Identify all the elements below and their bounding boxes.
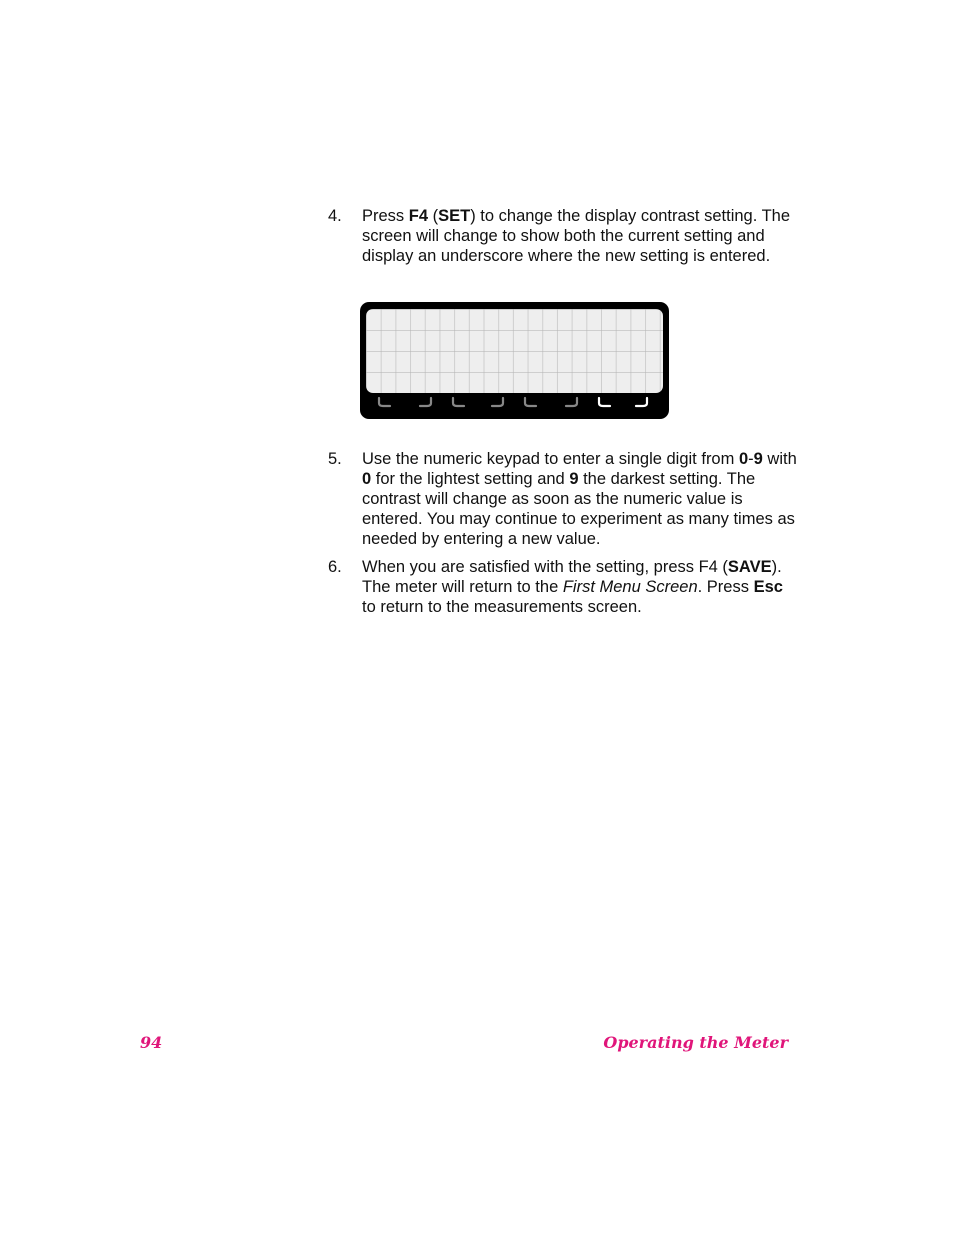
- lcd-display-illustration: [360, 302, 669, 419]
- text-run: with: [762, 450, 797, 468]
- text-run: the darkest setting. The contrast will change as soon as the numeric value is entered. You may continue to experiment as many times as needed by entering a new value.: [362, 470, 795, 548]
- bold-text: SET: [438, 207, 471, 225]
- text-run: . Press: [697, 578, 754, 596]
- step-text: [362, 206, 798, 266]
- soft-key-brackets: [360, 396, 669, 410]
- page-number: 94: [140, 1033, 163, 1052]
- soft-key-bracket-right: [420, 398, 431, 406]
- text-run: ) to change the display contrast setting. The screen will change to show both the current setting and display an underscore where the new setting is entered.: [362, 207, 791, 265]
- step-number: 4.: [328, 207, 342, 225]
- text-run: ). The meter will return to the: [362, 558, 782, 596]
- bold-text: 9: [569, 470, 579, 488]
- italic-text: First Menu Screen: [562, 578, 698, 596]
- step-text: [362, 557, 798, 617]
- soft-key-bracket-left: [599, 398, 610, 406]
- lcd-screen: [366, 309, 663, 393]
- bold-text: 0: [362, 470, 372, 488]
- step-number: 6.: [328, 558, 342, 576]
- step-text: [362, 449, 798, 549]
- bold-text: 9: [753, 450, 763, 468]
- text-run: to return to the measurements screen.: [362, 598, 642, 616]
- soft-key-bracket-left: [525, 398, 536, 406]
- soft-key-bracket-left: [379, 398, 390, 406]
- soft-key-bracket-right: [636, 398, 647, 406]
- step-number: 5.: [328, 450, 342, 468]
- bold-text: Esc: [753, 578, 783, 596]
- text-run: Press: [362, 207, 409, 225]
- text-run: (: [428, 207, 439, 225]
- text-run: for the lightest setting and: [371, 470, 570, 488]
- soft-key-bracket-right: [566, 398, 577, 406]
- text-run: When you are satisfied with the setting, press F4 (: [362, 558, 728, 576]
- bold-text: 0: [738, 450, 749, 468]
- text-run: -: [748, 450, 754, 468]
- soft-key-bracket-right: [492, 398, 503, 406]
- soft-key-bracket-left: [453, 398, 464, 406]
- section-title: Operating the Meter: [603, 1033, 788, 1052]
- text-run: Use the numeric keypad to enter a single digit from: [362, 450, 739, 468]
- bold-text: F4: [408, 207, 429, 225]
- bold-text: SAVE: [727, 558, 772, 576]
